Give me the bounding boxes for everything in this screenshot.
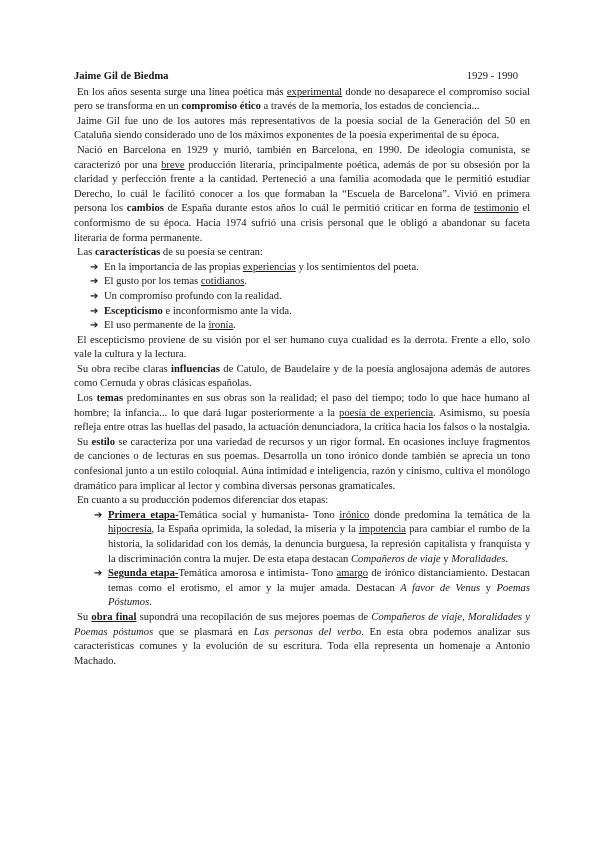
underlined-text: impotencia — [358, 524, 406, 536]
text: que se plasmará en — [153, 626, 254, 638]
bold-text: Escepticismo — [104, 305, 163, 317]
list-item — [90, 290, 530, 305]
text: producción literaria, principalmente poética, además de por su obsesión por la claridad y perfección frente a la cantidad. Perteneció a una familia acomodada que le permitió estudiar Derecho, lo cuál le facilitó conocer a los que formaban la “Escuela de Barcelona”. Vivió en primera persona los — [74, 159, 530, 215]
author-dates: 1929 - 1990 — [466, 71, 518, 82]
text: . — [505, 553, 509, 565]
bold-text: Segunda etapa- — [108, 568, 179, 580]
underlined-text: experiencias — [242, 261, 296, 273]
text: de España durante estos años lo cuál le permitió criticar en forma de — [163, 203, 474, 215]
text: , la España oprimida, la soledad, la miseria y la — [151, 524, 359, 536]
text: Un compromiso profundo con la realidad. — [104, 290, 282, 302]
text: supondrá una recopilación de sus mejores poemas de — [136, 611, 372, 623]
paragraph-stages-intro: En cuanto a su producción podemos diferenciar dos etapas: — [77, 495, 329, 507]
text: . — [149, 597, 152, 609]
text: de su poesía se centran: — [160, 247, 263, 259]
bold-text: cambios — [126, 203, 164, 215]
author-name: Jaime Gil de Biedma — [74, 71, 169, 82]
text: Su — [77, 611, 92, 623]
paragraph-themes — [74, 392, 530, 436]
italic-text: A favor de Venus — [400, 582, 481, 594]
paragraph-biography — [74, 144, 530, 246]
underlined-text: amargo — [336, 568, 369, 580]
list-item — [90, 261, 530, 276]
text: . — [244, 276, 248, 288]
text: y los sentimientos del poeta. — [295, 261, 419, 273]
text: se caracteriza por una variedad de recursos y un rigor formal. En ocasiones incluye fragmentos de canciones o de lecturas en sus poemas. Desarrolla un tono irónico donde también se aprecia un tono confesional junto a un estilo coloquial. Aúna intimidad e inteligencia, razón y cinismo, cultiva el monólogo dramático para implicar al lector y combina diversas personas gramaticales. — [74, 436, 530, 492]
underlined-text: hipocresía — [108, 524, 152, 536]
document-header — [74, 70, 530, 85]
list-item — [94, 509, 530, 567]
text: donde predomina la temática de la — [369, 509, 530, 521]
text: e inconformismo ante la vida. — [162, 305, 292, 317]
text: Temática amorosa e intimista- Tono — [178, 568, 337, 580]
text: donde no desaparece el compromiso social pero se transforma en un — [74, 86, 530, 113]
text: de Catulo, de Baudelaire y de la poesía anglosajona además de autores como Cernuda y obras clásicas españolas. — [74, 363, 530, 390]
text: para cambiar el rumbo de la historia, la solidaridad con los demás, la denuncia burguesa, la represión capitalista y franquista y la discriminación contra la mujer. De esta etapa destacan — [108, 524, 530, 565]
italic-text: Moralidades — [451, 553, 506, 565]
list-item — [90, 305, 530, 320]
text: predominantes en sus obras son la realidad; el paso del tiempo; todo lo que hace humano al hombre; la infancia... lo que dará lugar posteriormente a la — [74, 393, 531, 419]
underlined-text: ironía — [208, 320, 234, 332]
text: Los — [77, 393, 97, 405]
underlined-text: experimental — [286, 86, 343, 98]
paragraph-style — [74, 436, 530, 494]
underlined-text: testimonio — [473, 203, 519, 215]
paragraph-intro — [74, 86, 530, 115]
text: En la importancia de las propias — [104, 261, 243, 273]
paragraph-final-work — [74, 611, 530, 669]
document-page — [74, 70, 530, 669]
text: En los años sesenta surge una línea poética más — [77, 86, 287, 98]
paragraph-influences — [74, 363, 530, 392]
characteristics-list — [74, 261, 530, 334]
bold-text: compromiso ético — [181, 101, 261, 113]
italic-text: Compañeros de viaje, Moralidades y Poemas póstumos — [74, 611, 530, 638]
paragraph-skepticism: El escepticismo proviene de su visión por el ser humano cuya cualidad es la derrota. Frente a ello, solo vale la cultura y la lectura. — [74, 334, 530, 361]
text: Su obra recibe claras — [77, 363, 172, 375]
text: . — [233, 320, 236, 332]
bold-text: temas — [96, 393, 124, 405]
list-item — [90, 319, 530, 334]
underlined-text: poesía de experiencia — [339, 407, 434, 419]
paragraph-generation: Jaime Gil fue uno de los autores más representativos de la poesía social de la Generación del 50 en Cataluña siendo considerado uno de los máximos exponentes de la poesía experimental de su época. — [74, 115, 530, 142]
bold-text: influencias — [171, 363, 220, 375]
underlined-text: breve — [161, 159, 185, 171]
stages-list — [74, 509, 530, 611]
text: y — [480, 582, 497, 594]
text: Su — [77, 436, 92, 448]
text: El gusto por los temas — [104, 276, 201, 288]
bold-text: características — [94, 247, 161, 259]
italic-text: Compañeros de viaje — [350, 553, 441, 565]
text: a través de la memoria, los estados de conciencia... — [260, 101, 480, 113]
bold-text: Primera etapa- — [108, 509, 179, 521]
text: el conformismo de su época. Hacia 1974 sufrió una crisis personal que le obligó a abandonar su faceta literaria de forma permanente. — [74, 203, 531, 244]
underlined-text: cotidianos — [200, 276, 245, 288]
italic-text: Las personas del verbo — [253, 626, 362, 638]
paragraph-characteristics-intro — [74, 246, 530, 261]
text: de irónico distanciamiento. Destacan temas como el erotismo, el amor y la mujer amada. Destacan — [108, 568, 530, 594]
text: Temática social y humanista- Tono — [178, 509, 340, 521]
text: Las — [77, 247, 95, 259]
underlined-text: irónico — [339, 509, 370, 521]
bold-text: obra final — [91, 611, 137, 623]
text: y — [440, 553, 452, 565]
italic-text: Poemas Póstumos — [108, 582, 530, 609]
list-item — [90, 275, 530, 290]
text: Nació en Barcelona en 1929 y murió, también en Barcelona, en 1990. De ideología comunista, se caracterizó por una — [74, 144, 530, 171]
text: . Asimismo, su poesía refleja entre otras las huellas del pasado, la actuación denunciadora, la crítica hacia los falsos o la nostalgia. — [74, 407, 530, 434]
bold-text: estilo — [91, 436, 116, 448]
list-item — [94, 567, 530, 611]
text: El uso permanente de la — [104, 320, 209, 332]
text: . En esta obra podemos analizar sus características comunes y la evolución de su escritura. Toda ella representa un homenaje a Antonio Machado. — [74, 626, 531, 667]
